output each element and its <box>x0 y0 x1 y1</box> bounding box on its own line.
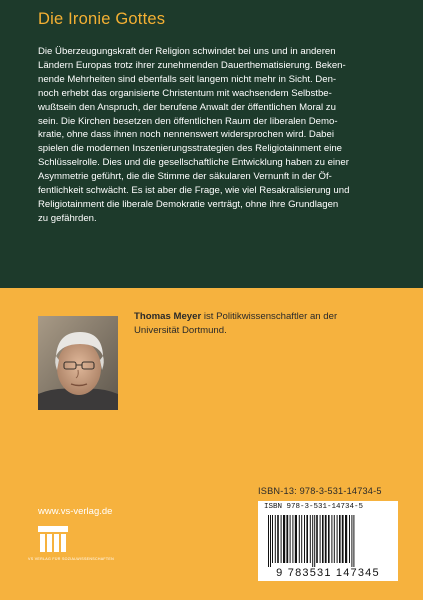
barcode-bar <box>292 515 293 563</box>
barcode-bar <box>272 515 273 563</box>
description-line: zu gefährden. <box>38 212 97 224</box>
description-line: Religiotainment die liberale Demokratie verträgt, ohne ihre Grundlagen <box>38 198 339 210</box>
description-line: spielen die modernen Inszenierungsstrategien des Religiotainment eine <box>38 143 342 155</box>
barcode-bar <box>310 515 311 563</box>
description-line: Die Überzeugungskraft der Religion schwindet bei uns und in anderen <box>38 46 336 57</box>
publisher-name: VS VERLAG FÜR SOZIALWISSENSCHAFTEN <box>28 557 115 561</box>
barcode-bar <box>316 515 318 563</box>
barcode-bar <box>275 515 276 563</box>
barcode-bars <box>268 515 388 567</box>
publisher-logo <box>38 526 68 559</box>
publisher-logo-icon <box>38 526 68 554</box>
author-photo <box>38 316 118 410</box>
description-line: nende Mehrheiten sind ebenfalls seit langem nicht mehr in Sicht. Den- <box>38 73 337 85</box>
description-line: Asymmetrie geführt, die die Stimme der säkularen Vernunft in der Öf- <box>38 171 332 183</box>
barcode-bar <box>337 515 338 563</box>
description-line: noch erhebt das organisierte Christentum mit wachsendem Selbstbe- <box>38 87 332 99</box>
barcode-bar <box>351 515 352 567</box>
barcode-bar <box>270 515 271 567</box>
barcode-bar <box>349 515 350 563</box>
barcode-bar <box>353 515 354 567</box>
barcode-bar <box>320 515 321 563</box>
description-line: wußtsein den Anspruch, der berufene Anwalt der öffentlichen Moral zu <box>38 101 336 113</box>
description-line: sein. Die Kirchen besetzen den öffentlichen Raum der liberalen Demo- <box>38 115 338 127</box>
barcode-bar <box>312 515 313 567</box>
barcode-bar <box>286 515 288 563</box>
book-title: Die Ironie Gottes <box>38 10 166 28</box>
barcode-bar <box>339 515 341 563</box>
author-bio-text-2: Universität Dortmund. <box>134 325 227 336</box>
barcode-bar <box>334 515 335 563</box>
barcode-bar <box>268 515 269 567</box>
description-line: fentlichkeit schwächt. Es ist aber die Frage, wie viel Resakralisierung und <box>38 185 350 197</box>
barcode-bar <box>322 515 324 563</box>
description-line: Ländern Europas trotz ihrer zunehmenden Dauerthematisierung. Beken- <box>38 59 346 71</box>
description-line: kratie, ohne dass ihnen noch nennenswert widersprochen wird. Dabei <box>38 129 334 141</box>
barcode-bar <box>306 515 308 563</box>
publisher-url[interactable]: www.vs-verlag.de <box>38 506 113 517</box>
barcode-bar <box>325 515 327 563</box>
barcode-bar <box>277 515 279 563</box>
barcode-bar <box>342 515 344 563</box>
description-panel <box>0 0 423 288</box>
author-bio <box>134 310 404 338</box>
barcode-bar <box>314 515 315 567</box>
isbn-barcode <box>258 501 398 581</box>
isbn-label: ISBN-13: 978-3-531-14734-5 <box>258 486 382 496</box>
barcode-bar <box>281 515 282 563</box>
barcode-bar <box>290 515 291 563</box>
barcode-bar <box>283 515 285 563</box>
barcode-isbn-text: ISBN 978-3-531-14734-5 <box>264 503 364 511</box>
book-description <box>38 45 403 226</box>
barcode-bar <box>345 515 347 563</box>
barcode-number: 9 783531 147345 <box>276 567 380 579</box>
barcode-bar <box>301 515 302 563</box>
barcode-bar <box>331 515 332 563</box>
author-portrait-image <box>38 316 118 410</box>
barcode-bar <box>299 515 300 563</box>
barcode-bar <box>295 515 297 563</box>
barcode-bar <box>328 515 330 563</box>
author-bio-text: ist Politikwissenschaftler an der <box>201 311 338 322</box>
barcode-bar <box>304 515 305 563</box>
author-name: Thomas Meyer <box>134 311 202 322</box>
description-line: Schlüsselrolle. Dies und die gesellschaftliche Entwicklung haben zu einer <box>38 157 349 169</box>
